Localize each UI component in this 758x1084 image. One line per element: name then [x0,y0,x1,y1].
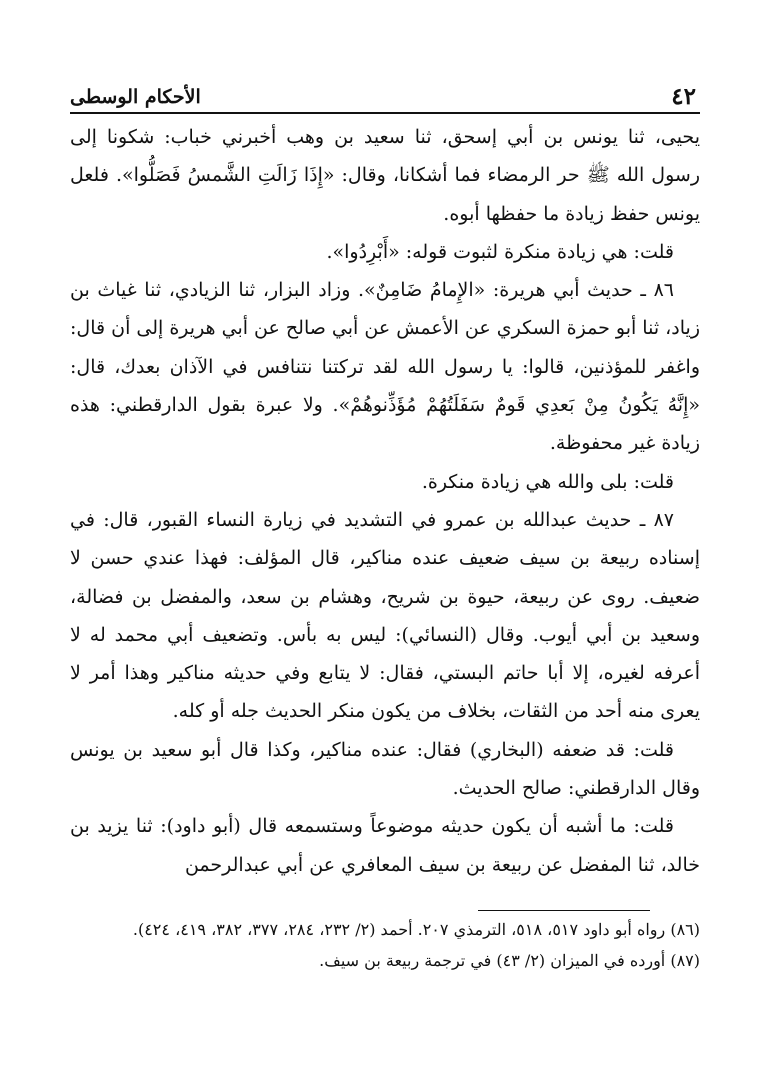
paragraph: قلت: بلى والله هي زيادة منكرة. [421,470,674,493]
footnote: (٨٧) أورده في الميزان (٢/ ٤٣) في ترجمة ربيعة بن سيف. [319,951,700,970]
running-title: الأحكام الوسطى [70,86,201,108]
paragraph: قلت: ما أشبه أن يكون حديثه موضوعاً وستسمعه قال (أبو داود): ثنا يزيد بن خالد، ثنا المفضل عن ربيعة بن سيف المعافري عن أبي عبدالرحمن [70,815,700,876]
paragraph: ٨٧ ـ حديث عبدالله بن عمرو في التشديد في زيارة النساء القبور، قال: في إسناده ربيعة بن سيف ضعيف عنده مناكير، قال المؤلف: فهذا عندي حسن لا ضعيف. روى عن ربيعة، حيوة بن شريح، وهشام بن سعد، والمفضل بن فضالة، وسعيد بن أبي أيوب. وقال (النسائي): ليس به بأس. وتضعيف أبي محمد له لا أعرفه لغيره، إلا أبا حاتم البستي، فقال: لا يتابع وفي حديثه مناكير وهذا أمر لا يعرى منه أحد من الثقات، بخلاف من يكون منكر الحديث جله أو كله. [70,508,700,723]
paragraph: قلت: قد ضعفه (البخاري) فقال: عنده مناكير، وكذا قال أبو سعيد بن يونس وقال الدارقطني: صالح الحديث. [70,738,700,800]
footnote: (٨٦) رواه أبو داود ٥١٧، ٥١٨، الترمذي ٢٠٧. أحمد (٢/ ٢٣٢، ٢٨٤، ٣٧٧، ٣٨٢، ٤١٩، ٤٢٤). [132,920,700,939]
paragraph: يحيى، ثنا يونس بن أبي إسحق، ثنا سعيد بن وهب أخبرني خباب: شكونا إلى رسول الله ﷺ حر الرمضاء فما أشكانا، وقال: «إِذَا زَالَتِ الشَّمسُ فَصَلُّوا». فلعل يونس حفظ زيادة ما حفظها أبوه. [70,126,700,225]
footnote-separator [478,910,650,911]
page-number: ٤٢ [671,83,696,110]
main-text [70,118,700,884]
paragraph: ٨٦ ـ حديث أبي هريرة: «الإِمامُ ضَامِنٌ». وزاد البزار، ثنا الزيادي، ثنا غياث بن زياد، ثنا أبو حمزة السكري عن الأعمش عن أبي صالح عن أبي هريرة إلى أن قال: واغفر للمؤذنين، قالوا: يا رسول الله لقد تركتنا نتنافس في الآذان بعدك، قال: «إِنَّهُ يَكُونُ مِنْ بَعدِي قَومٌ سَفَلَتُهُمْ مُؤَذِّنوهُمْ». ولا عبرة بقول الدارقطني: هذه زيادة غير محفوظة. [70,279,700,455]
page-header [70,78,700,114]
paragraph: قلت: هي زيادة منكرة لثبوت قوله: «أَبْرِدُوا». [326,240,674,263]
footnotes [70,914,700,976]
